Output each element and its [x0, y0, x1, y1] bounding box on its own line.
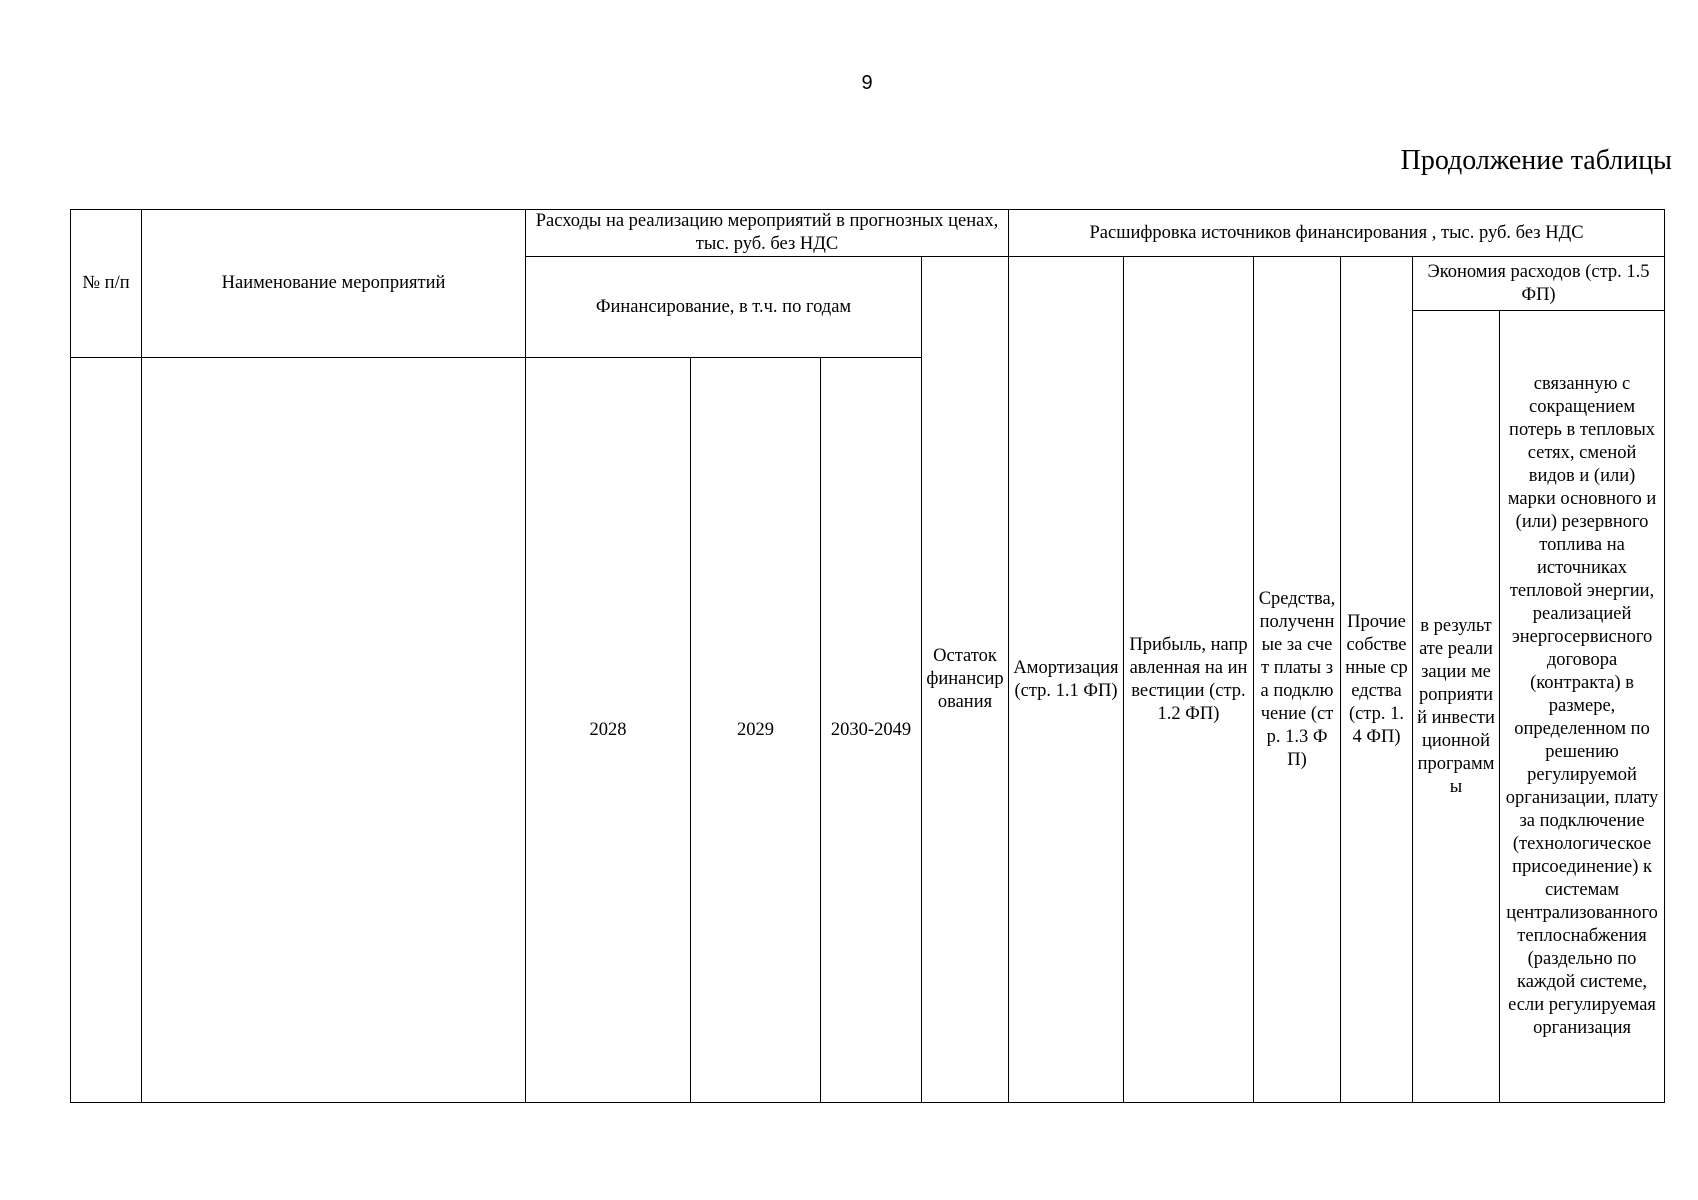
- table-continuation-label: Продолжение таблицы: [1400, 145, 1672, 176]
- financing-table: [70, 209, 1665, 1103]
- col-header-year-2030-2049: 2030-2049: [821, 358, 922, 1103]
- col-header-year-2029: 2029: [691, 358, 821, 1103]
- col-header-expenses: Расходы на реализацию мероприятий в прогнозных ценах, тыс. руб. без НДС: [526, 210, 1009, 257]
- body-cell-name: [142, 358, 526, 1103]
- col-header-year-2028: 2028: [526, 358, 691, 1103]
- col-header-amortization: Амортизация (стр. 1.1 ФП): [1009, 257, 1124, 1103]
- col-header-number: № п/п: [71, 210, 142, 358]
- col-header-sources-breakdown: Расшифровка источников финансирования , тыс. руб. без НДС: [1009, 210, 1665, 257]
- col-header-connection-fees: Средства, полученные за счет платы за подключение (стр. 1.3 ФП): [1254, 257, 1341, 1103]
- body-cell-number: [71, 358, 142, 1103]
- col-header-profit: Прибыль, направленная на инвестиции (стр. 1.2 ФП): [1124, 257, 1254, 1103]
- col-header-financing-by-years: Финансирование, в т.ч. по годам: [526, 257, 922, 358]
- col-header-name: Наименование мероприятий: [142, 210, 526, 358]
- col-header-savings-investment-program: в результате реализации мероприятий инвестиционной программы: [1413, 311, 1500, 1103]
- col-header-other-own-funds: Прочие собственные средства (стр. 1.4 ФП): [1341, 257, 1413, 1103]
- col-header-remaining-financing: Остаток финансирования: [922, 257, 1009, 1103]
- col-header-savings-other: связанную с сокращением потерь в тепловых сетях, сменой видов и (или) марки основного и (или) резервного топлива на источниках тепловой энергии, реализацией энергосервисного договора (контракта) в размере, определенном по решению регулируемой организации, плату за подключение (технологическое присоединение) к системам централизованного теплоснабжения (раздельно по каждой системе, если регулируемая организация: [1500, 311, 1665, 1103]
- page-number: 9: [861, 72, 873, 94]
- col-header-cost-savings: Экономия расходов (стр. 1.5 ФП): [1413, 257, 1665, 311]
